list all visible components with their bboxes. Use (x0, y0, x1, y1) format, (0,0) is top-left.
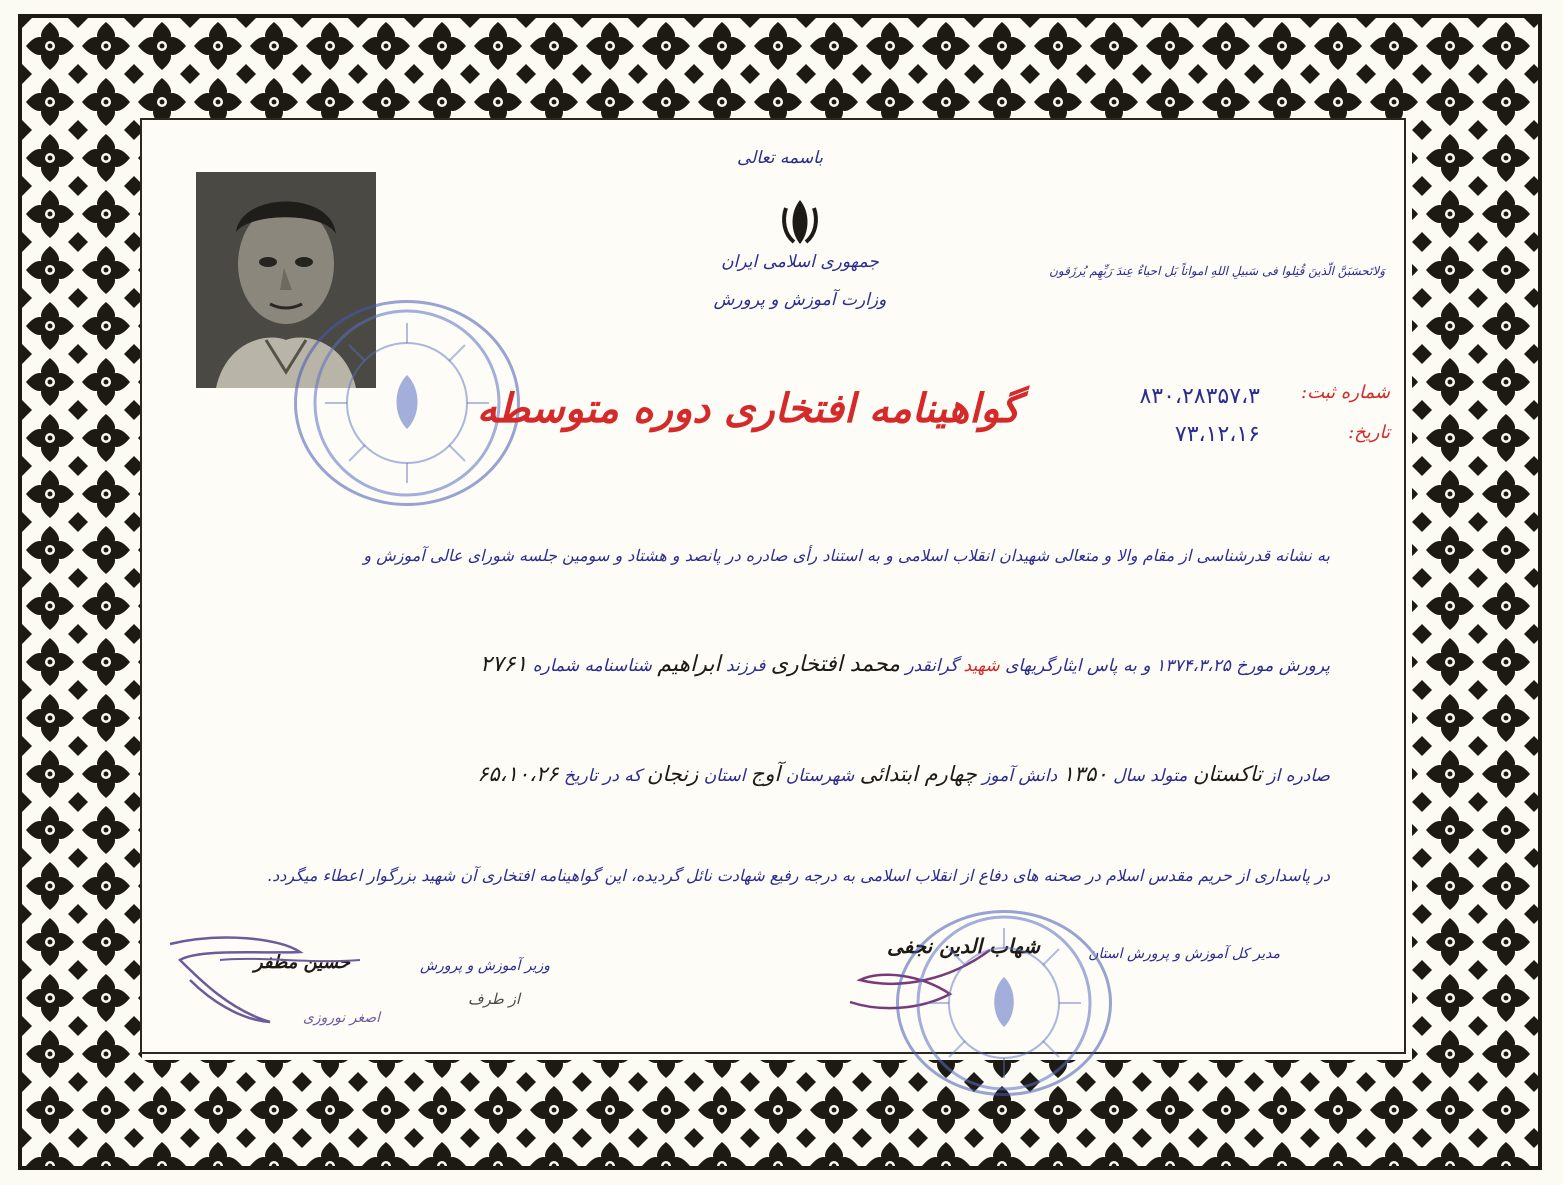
iran-emblem-icon (780, 198, 820, 246)
registration-date-value: ۷۳،۱۲،۱۶ (1174, 422, 1260, 447)
body-line-4 (230, 866, 1330, 885)
line3-issued: صادره از (1267, 766, 1330, 786)
ministry-stamp-bottom (896, 910, 1112, 1096)
body-line-1 (230, 546, 1330, 565)
birth-year: ۱۳۵۰ (1062, 762, 1108, 786)
certificate-title: گواهینامه افتخاری دوره متوسطه (476, 385, 1020, 432)
minister-title: وزیر آموزش و پرورش (420, 958, 550, 974)
registration-number-value: ۸۳۰،۲۸۳۵۷،۳ (1139, 384, 1260, 409)
province: زنجان (646, 762, 699, 786)
issued-from: تاکستان (1192, 762, 1262, 786)
body-line-3 (190, 762, 1330, 786)
date-phrase: که در تاریخ (563, 766, 642, 786)
province-label: استان (703, 766, 746, 786)
minister-signature (160, 930, 400, 1050)
body-line-4-text: در پاسداری از حریم مقدس اسلام در صحنه های دفاع از انقلاب اسلامی به درجه رفیع شهادت نائل گردیده، این گواهینامه افتخاری آن شهید بزرگوار اعطاء میگردد. (267, 866, 1330, 885)
registration-number-label: شماره ثبت: (1301, 382, 1390, 403)
country-name: جمهوری اسلامی ایران (721, 252, 879, 272)
ministry-name: وزارت آموزش و پرورش (713, 290, 887, 310)
director-name: شهاب الدین نجفی (886, 934, 1040, 958)
body-line-2 (240, 652, 1330, 677)
director-title: مدیر کل آموزش و پرورش استان (1088, 946, 1280, 962)
grade-label: دانش آموز (982, 766, 1058, 786)
minister-name: حسین مظفر (253, 952, 350, 973)
line2-date: ۱۳۷۴،۳،۲۵ (1155, 656, 1231, 676)
line2-prefix: پرورش مورخ (1236, 656, 1330, 676)
line2-after: گرانقدر (905, 656, 959, 676)
martyr-date: ۶۵،۱۰،۲۶ (477, 762, 559, 786)
city-label: شهرستان (785, 766, 855, 786)
deputy-signer-name: اصغر نوروزی (302, 1010, 380, 1026)
registration-date-label: تاریخ: (1348, 422, 1390, 443)
father-name: ابراهیم (657, 652, 721, 677)
quran-verse: وَلاتَحسَبَنَّ الّذینَ قُتِلوا فی سَبیلِ اللهِ امواتاً بَل احیاءٌ عِندَ رَبِّهِم یُرزَقون (1049, 264, 1385, 278)
body-line-1-text: به نشانه قدرشناسی از مقام والا و متعالی شهیدان انقلاب اسلامی و به استناد رأی صادره در پانصد و هشتاد و سومین جلسه شورای عالی آموزش و (363, 546, 1330, 565)
grade: چهارم ابتدائی (859, 762, 977, 786)
id-number: ۲۷۶۱ (480, 652, 528, 677)
line2-martyr-word: شهید (963, 656, 1000, 676)
father-label: فرزند (726, 656, 766, 676)
student-name: محمد افتخاری (770, 652, 901, 677)
invocation-text: باسمه تعالی (737, 148, 823, 168)
line2-mid: و به پاس ایثارگریهای (1005, 656, 1151, 676)
born-label: متولد سال (1113, 766, 1188, 786)
id-label: شناسنامه شماره (532, 656, 652, 676)
city: آوج (750, 762, 781, 786)
on-behalf-label: از طرف (468, 990, 520, 1008)
